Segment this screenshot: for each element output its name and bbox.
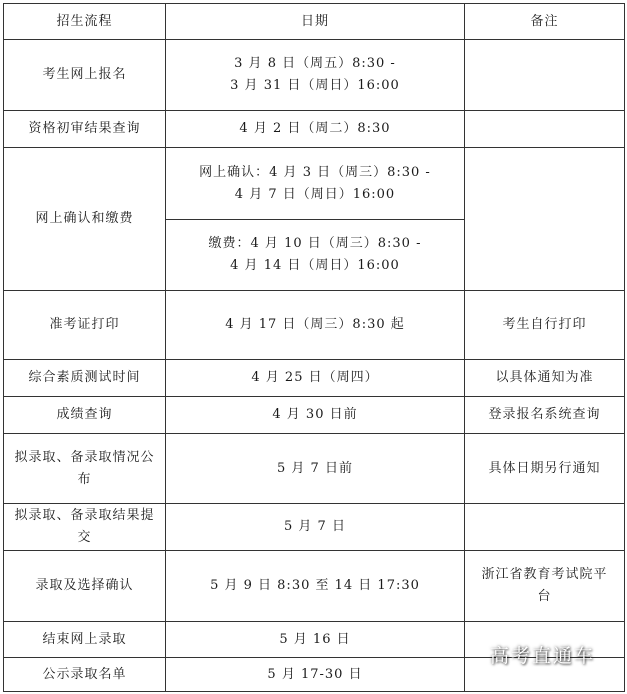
table-row <box>4 504 625 551</box>
table-row <box>4 111 625 148</box>
table-row <box>4 291 625 360</box>
remark-line: 台 <box>537 589 552 604</box>
header-process: 招生流程 <box>4 4 166 40</box>
date-cell <box>166 148 465 220</box>
process-cell: 公示录取名单 <box>4 658 166 692</box>
process-line: 交 <box>77 530 92 545</box>
process-line: 布 <box>77 471 92 487</box>
enrollment-schedule-table <box>3 3 625 692</box>
remark-cell: 登录报名系统查询 <box>465 397 625 434</box>
date-line: 缴费：4 月 10 日（周三）8:30 - <box>208 236 422 251</box>
process-line: 拟录取、备录取情况公 <box>14 449 155 465</box>
remark-cell: 以具体通知为准 <box>465 360 625 397</box>
process-cell <box>4 434 166 504</box>
date-cell: 5 月 7 日 <box>166 504 465 551</box>
table-row <box>4 397 625 434</box>
date-cell: 4 月 25 日（周四） <box>166 360 465 397</box>
remark-cell: 具体日期另行通知 <box>465 434 625 504</box>
date-line: 3 月 31 日（周日）16:00 <box>230 78 400 93</box>
watermark-text: 高考直通车 <box>489 645 595 667</box>
date-cell: 5 月 9 日 8:30 至 14 日 17:30 <box>166 551 465 622</box>
remark-cell <box>465 148 625 291</box>
date-line: 3 月 8 日（周五）8:30 - <box>234 56 396 71</box>
date-cell: 4 月 30 日前 <box>166 397 465 434</box>
date-cell: 4 月 17 日（周三）8:30 起 <box>166 291 465 360</box>
date-cell: 5 月 16 日 <box>166 622 465 658</box>
remark-cell: 考生自行打印 <box>465 291 625 360</box>
process-cell <box>4 504 166 551</box>
process-cell: 录取及选择确认 <box>4 551 166 622</box>
date-cell: 5 月 17-30 日 <box>166 658 465 692</box>
table-row <box>4 551 625 622</box>
date-cell <box>166 220 465 291</box>
process-cell: 网上确认和缴费 <box>4 148 166 291</box>
date-line: 4 月 14 日（周日）16:00 <box>230 258 400 273</box>
header-date: 日期 <box>166 4 465 40</box>
table-row <box>4 434 625 504</box>
remark-cell <box>465 504 625 551</box>
process-cell: 结束网上录取 <box>4 622 166 658</box>
header-remark: 备注 <box>465 4 625 40</box>
process-cell: 综合素质测试时间 <box>4 360 166 397</box>
table-row <box>4 40 625 111</box>
remark-cell <box>465 40 625 111</box>
process-line: 拟录取、备录取结果提 <box>14 508 155 523</box>
remark-cell <box>465 111 625 148</box>
table-row <box>4 148 625 220</box>
header-row <box>4 4 625 40</box>
table-row <box>4 360 625 397</box>
date-line: 网上确认：4 月 3 日（周三）8:30 - <box>199 164 431 180</box>
date-cell <box>166 40 465 111</box>
remark-line: 浙江省教育考试院平 <box>481 567 608 582</box>
process-cell: 资格初审结果查询 <box>4 111 166 148</box>
process-cell: 准考证打印 <box>4 291 166 360</box>
date-line: 4 月 7 日（周日）16:00 <box>234 186 396 202</box>
remark-cell <box>465 551 625 622</box>
process-cell: 成绩查询 <box>4 397 166 434</box>
date-cell: 4 月 2 日（周二）8:30 <box>166 111 465 148</box>
process-cell: 考生网上报名 <box>4 40 166 111</box>
date-cell: 5 月 7 日前 <box>166 434 465 504</box>
